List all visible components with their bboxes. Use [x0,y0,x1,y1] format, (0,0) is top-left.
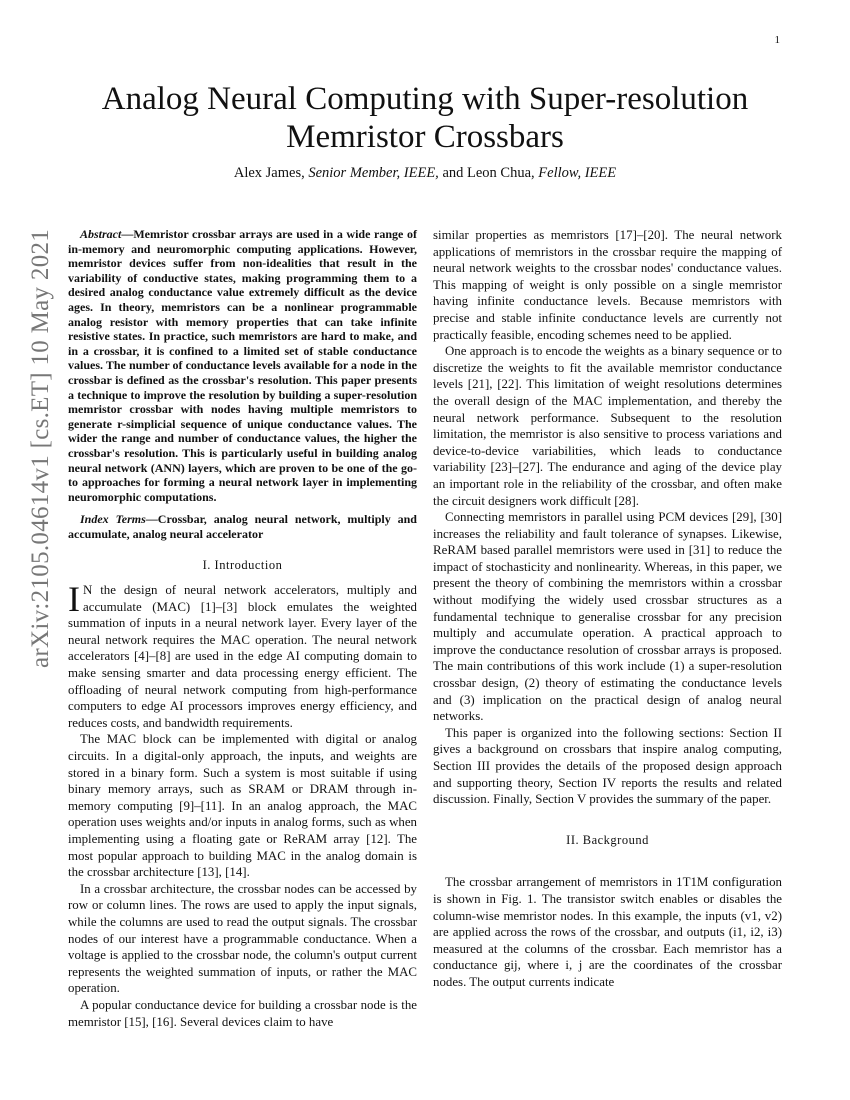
right-paragraph-3: Connecting memristors in parallel using PCM devices [29], [30] increases the reliability and fault tolerance of synapses. Likewise, ReRAM based parallel memristors were used in [31] to reduce the impact of stochasticity and nonlinearity. Whereas, in this paper, we present the theory of combining the memristors within a crossbar without modifying the widely used crossbar structures as a fundamental technique to generalise crossbar for any precision multiply and accumulate operation. A practical approach to improve the conductance resolution of crossbar arrays is proposed. The main contributions of this work include (1) a super-resolution crossbar design, (2) theory of estimating the conductance levels and (3) implication on the practical design of analog neural networks. [433,510,782,724]
intro-paragraph-4: A popular conductance device for building a crossbar node is the memristor [15], [16]. Several devices claim to have [68,997,417,1029]
author-2-role: Fellow, IEEE [538,165,617,181]
abstract-label: Abstract [80,227,122,241]
index-terms-label: Index Terms [80,512,146,527]
intro-paragraph-3: In a crossbar architecture, the crossbar nodes can be accessed by row or column lines. The rows are used to apply the input signals, while the columns are used to read the output signals. The crossbar nodes of our interest have a programmable conductance. When a voltage is applied to the crossbar node, the column's output current represents the weighted summation of inputs, or rather the MAC operation. [68,881,417,996]
right-paragraph-4: This paper is organized into the following sections: Section II gives a background on crossbars that inspire analog computing, Section III provides the details of the proposed design approach and supporting theory, Section IV reports the results and related discussion. Finally, Section V provides the summary of the paper. [433,725,782,807]
section-heading-introduction: I. Introduction [202,558,283,573]
author-conjunction: and Leon Chua, [438,165,539,181]
paper-title: Analog Neural Computing with Super-resolution Memristor Crossbars [101,81,749,155]
abstract [68,227,417,504]
right-paragraph-2: One approach is to encode the weights as a binary sequence or to discretize the weights to fit the available memristor conductance levels [21], [22]. This limitation of weight resolutions determines the overall design of the MAC implementation, and thereby the neural network performance. Subsequent to the resolution limitation, the memristor is also sensitive to process variations and device-to-device variabilities, which leads to conductance variability [23]–[27]. The endurance and aging of the device play an important role in the reliability of the crossbar, and often make the circuit designers work difficult [28]. [433,344,782,508]
left-column [68,227,417,1030]
right-column [433,227,782,991]
right-paragraph-1: similar properties as memristors [17]–[20]. The neural network applications of memristors in the crossbar require the mapping of neural network weights to the crossbar nodes' conductance values. This mapping of weight is only possible on a single memristor having infinite conductance levels. Because memristors with precise and stable infinite conductance levels are currently not practically feasible, encoding schemes need to be applied. [433,228,782,342]
index-terms [68,512,417,541]
intro-paragraph-1 [68,579,417,731]
author-1: Alex James, [233,165,309,181]
drop-cap: I [68,579,80,620]
abstract-text: —Memristor crossbar arrays are used in a wide range of in-memory and neuromorphic computing applications. However, memristor devices suffer from non-idealities that result in the variability of conductive states, making programming them to a desired analog conductance value extremely difficult as the device ages. In theory, memristors can be a nonlinear programmable analog resistor with memory properties that can take infinite resistive states. In practice, such memristors are hard to make, and in a crossbar, it is confined to a limited set of stable conductance values. The number of conductance levels available for a node in the crossbar is defined as the crossbar's resolution. This paper presents a technique to improve the resolution by building a super-resolution memristor crossbar with nodes having multiple memristors to generate r-simplicial sequence of unique conductance values. The wider the range and number of conductance values, the higher the crossbar's resolution. This is particularly useful in building analog neural network (ANN) layers, which are proven to be one of the go-to approaches for forming a neural network layer in implementing neuromorphic computations. [68,227,417,504]
intro-paragraph-1-text: N the design of neural network accelerators, multiply and accumulate (MAC) [1]–[3] block emulates the weighted summation of inputs in a neural network layer. Every layer of the neural network requires the MAC operation. The neural network accelerators [4]–[8] are used in the edge AI computing domain to make sensing smarter and data processing energy efficient. The offloading of neural network computing from high-performance computers to edge AI processors improves energy efficiency, and reduces costs, and bandwidth requirements. [68,583,417,730]
index-terms-text: —Crossbar, analog neural network, multiply and accumulate, analog neural accelerator [68,512,417,541]
author-line [60,165,790,182]
author-1-role: Senior Member, IEEE, [308,165,439,181]
page-number: 1 [774,34,780,46]
background-paragraph-1: The crossbar arrangement of memristors in 1T1M configuration is shown in Fig. 1. The transistor switch enables or disables the column-wise memristor nodes. In this example, the inputs (v1, v2) are applied across the rows of the crossbar, and outputs (i1, i2, i3) measured at the columns of the crossbar. Each memristor has a conductance gij, where i, j are the coordinates of the crossbar nodes. The output currents indicate [433,875,782,989]
arxiv-identifier: arXiv:2105.04614v1 [cs.ET] 10 May 2021 [27,228,54,668]
section-heading-background: II. Background [566,832,649,847]
intro-paragraph-2: The MAC block can be implemented with digital or analog circuits. In a digital-only approach, the inputs, and weights are stored in a binary form. Such a system is most suitable if using binary memory arrays, such as SRAM or DRAM through in-memory computing [9]–[11]. In an analog approach, the MAC operation uses weights and/or inputs in analog forms, such as when implementing using a floating gate or ReRAM array [12]. The most popular approach to building MAC in the analog domain is the crossbar architecture [13], [14]. [68,732,417,880]
